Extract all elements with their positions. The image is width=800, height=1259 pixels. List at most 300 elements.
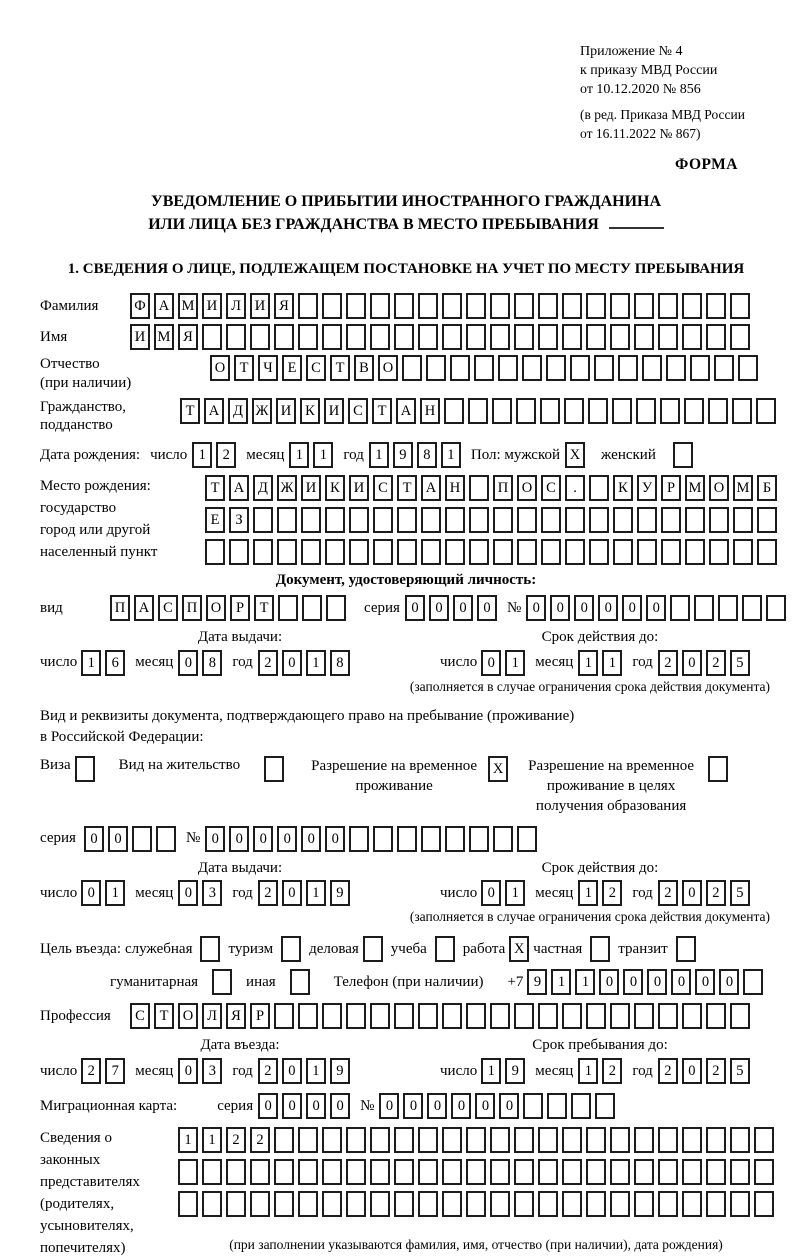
char-cell[interactable]: А bbox=[396, 398, 416, 424]
char-cell[interactable]: 1 bbox=[602, 650, 622, 676]
char-cell[interactable]: . bbox=[565, 475, 585, 501]
char-cell[interactable] bbox=[298, 1191, 318, 1217]
char-cell[interactable] bbox=[670, 595, 690, 621]
char-cell[interactable] bbox=[682, 293, 702, 319]
char-cell[interactable] bbox=[298, 1127, 318, 1153]
char-cell[interactable] bbox=[562, 293, 582, 319]
char-cell[interactable] bbox=[250, 1191, 270, 1217]
residence-permit-checkbox[interactable] bbox=[264, 756, 284, 782]
char-cell[interactable] bbox=[493, 507, 513, 533]
char-cell[interactable]: 0 bbox=[84, 826, 104, 852]
char-cell[interactable] bbox=[562, 1191, 582, 1217]
char-cell[interactable]: П bbox=[182, 595, 202, 621]
char-cell[interactable] bbox=[253, 507, 273, 533]
char-cell[interactable] bbox=[612, 398, 632, 424]
char-cell[interactable]: 2 bbox=[658, 650, 678, 676]
char-cell[interactable] bbox=[610, 1127, 630, 1153]
char-cell[interactable]: 0 bbox=[403, 1093, 423, 1119]
char-cell[interactable]: X bbox=[488, 756, 508, 782]
char-cell[interactable] bbox=[642, 355, 662, 381]
char-cell[interactable] bbox=[538, 324, 558, 350]
char-cell[interactable] bbox=[517, 826, 537, 852]
char-cell[interactable]: 9 bbox=[330, 1058, 350, 1084]
purpose-study-checkbox[interactable] bbox=[435, 936, 455, 962]
char-cell[interactable]: 2 bbox=[706, 1058, 726, 1084]
char-cell[interactable] bbox=[658, 1127, 678, 1153]
char-cell[interactable] bbox=[658, 293, 678, 319]
char-cell[interactable]: 0 bbox=[379, 1093, 399, 1119]
char-cell[interactable]: 0 bbox=[646, 595, 666, 621]
char-cell[interactable] bbox=[442, 293, 462, 319]
char-cell[interactable] bbox=[538, 1003, 558, 1029]
char-cell[interactable]: 0 bbox=[499, 1093, 519, 1119]
char-cell[interactable] bbox=[682, 1127, 702, 1153]
purpose-tourism-checkbox[interactable] bbox=[281, 936, 301, 962]
purpose-transit-checkbox[interactable] bbox=[676, 936, 696, 962]
temp-residence-edu-checkbox[interactable] bbox=[708, 756, 728, 782]
char-cell[interactable] bbox=[562, 1003, 582, 1029]
char-cell[interactable]: Я bbox=[178, 324, 198, 350]
char-cell[interactable] bbox=[709, 539, 729, 565]
char-cell[interactable]: А bbox=[229, 475, 249, 501]
char-cell[interactable]: 0 bbox=[623, 969, 643, 995]
char-cell[interactable]: 1 bbox=[578, 1058, 598, 1084]
char-cell[interactable] bbox=[442, 1191, 462, 1217]
char-cell[interactable]: С bbox=[158, 595, 178, 621]
char-cell[interactable]: Ф bbox=[130, 293, 150, 319]
char-cell[interactable] bbox=[370, 1003, 390, 1029]
char-cell[interactable]: 3 bbox=[202, 880, 222, 906]
char-cell[interactable] bbox=[349, 539, 369, 565]
char-cell[interactable] bbox=[562, 324, 582, 350]
char-cell[interactable] bbox=[302, 595, 322, 621]
char-cell[interactable]: 0 bbox=[599, 969, 619, 995]
char-cell[interactable] bbox=[442, 1003, 462, 1029]
char-cell[interactable] bbox=[298, 324, 318, 350]
char-cell[interactable] bbox=[274, 1127, 294, 1153]
char-cell[interactable]: 0 bbox=[229, 826, 249, 852]
char-cell[interactable]: 0 bbox=[178, 650, 198, 676]
char-cell[interactable] bbox=[250, 324, 270, 350]
char-cell[interactable]: 2 bbox=[658, 880, 678, 906]
char-cell[interactable] bbox=[690, 355, 710, 381]
char-cell[interactable] bbox=[346, 1003, 366, 1029]
char-cell[interactable] bbox=[586, 293, 606, 319]
char-cell[interactable]: И bbox=[301, 475, 321, 501]
char-cell[interactable] bbox=[469, 539, 489, 565]
char-cell[interactable]: П bbox=[493, 475, 513, 501]
char-cell[interactable]: 1 bbox=[369, 442, 389, 468]
char-cell[interactable] bbox=[706, 1003, 726, 1029]
char-cell[interactable]: 2 bbox=[658, 1058, 678, 1084]
char-cell[interactable] bbox=[730, 324, 750, 350]
char-cell[interactable]: 0 bbox=[719, 969, 739, 995]
char-cell[interactable]: Т bbox=[397, 475, 417, 501]
char-cell[interactable] bbox=[493, 539, 513, 565]
char-cell[interactable] bbox=[733, 539, 753, 565]
char-cell[interactable]: 1 bbox=[105, 880, 125, 906]
char-cell[interactable] bbox=[637, 539, 657, 565]
char-cell[interactable] bbox=[706, 1191, 726, 1217]
char-cell[interactable]: 9 bbox=[527, 969, 547, 995]
char-cell[interactable]: И bbox=[349, 475, 369, 501]
char-cell[interactable]: 0 bbox=[598, 595, 618, 621]
char-cell[interactable]: 2 bbox=[81, 1058, 101, 1084]
char-cell[interactable]: 1 bbox=[81, 650, 101, 676]
char-cell[interactable] bbox=[538, 1127, 558, 1153]
char-cell[interactable]: 1 bbox=[306, 1058, 326, 1084]
char-cell[interactable]: 2 bbox=[258, 1058, 278, 1084]
char-cell[interactable] bbox=[346, 324, 366, 350]
char-cell[interactable] bbox=[445, 826, 465, 852]
char-cell[interactable] bbox=[708, 756, 728, 782]
char-cell[interactable] bbox=[421, 507, 441, 533]
char-cell[interactable]: У bbox=[637, 475, 657, 501]
char-cell[interactable]: 0 bbox=[682, 650, 702, 676]
char-cell[interactable]: 0 bbox=[526, 595, 546, 621]
char-cell[interactable] bbox=[202, 1191, 222, 1217]
char-cell[interactable] bbox=[589, 507, 609, 533]
char-cell[interactable]: 2 bbox=[706, 880, 726, 906]
char-cell[interactable] bbox=[322, 293, 342, 319]
char-cell[interactable] bbox=[682, 1003, 702, 1029]
char-cell[interactable] bbox=[226, 324, 246, 350]
char-cell[interactable] bbox=[298, 1003, 318, 1029]
char-cell[interactable] bbox=[373, 826, 393, 852]
char-cell[interactable]: 0 bbox=[301, 826, 321, 852]
char-cell[interactable] bbox=[757, 539, 777, 565]
char-cell[interactable] bbox=[684, 398, 704, 424]
char-cell[interactable] bbox=[277, 539, 297, 565]
purpose-humanitarian-checkbox[interactable] bbox=[212, 969, 232, 995]
char-cell[interactable] bbox=[586, 1127, 606, 1153]
char-cell[interactable]: 2 bbox=[216, 442, 236, 468]
char-cell[interactable]: Ч bbox=[258, 355, 278, 381]
char-cell[interactable] bbox=[442, 324, 462, 350]
char-cell[interactable] bbox=[346, 1191, 366, 1217]
char-cell[interactable] bbox=[397, 539, 417, 565]
char-cell[interactable]: 1 bbox=[289, 442, 309, 468]
char-cell[interactable]: 0 bbox=[429, 595, 449, 621]
char-cell[interactable]: А bbox=[154, 293, 174, 319]
char-cell[interactable] bbox=[402, 355, 422, 381]
char-cell[interactable] bbox=[661, 507, 681, 533]
char-cell[interactable]: Т bbox=[372, 398, 392, 424]
char-cell[interactable] bbox=[742, 595, 762, 621]
char-cell[interactable]: З bbox=[229, 507, 249, 533]
char-cell[interactable] bbox=[253, 539, 273, 565]
char-cell[interactable] bbox=[514, 1003, 534, 1029]
char-cell[interactable] bbox=[732, 398, 752, 424]
char-cell[interactable]: Ж bbox=[252, 398, 272, 424]
char-cell[interactable]: Т bbox=[330, 355, 350, 381]
char-cell[interactable]: И bbox=[250, 293, 270, 319]
char-cell[interactable] bbox=[682, 1191, 702, 1217]
char-cell[interactable]: 0 bbox=[647, 969, 667, 995]
char-cell[interactable]: 1 bbox=[505, 880, 525, 906]
char-cell[interactable]: 1 bbox=[192, 442, 212, 468]
char-cell[interactable]: 1 bbox=[313, 442, 333, 468]
char-cell[interactable]: С bbox=[348, 398, 368, 424]
char-cell[interactable] bbox=[610, 1003, 630, 1029]
char-cell[interactable]: О bbox=[709, 475, 729, 501]
char-cell[interactable] bbox=[666, 355, 686, 381]
char-cell[interactable] bbox=[281, 936, 301, 962]
char-cell[interactable]: М bbox=[733, 475, 753, 501]
char-cell[interactable] bbox=[730, 1003, 750, 1029]
char-cell[interactable] bbox=[538, 293, 558, 319]
char-cell[interactable] bbox=[733, 507, 753, 533]
char-cell[interactable]: 2 bbox=[250, 1127, 270, 1153]
char-cell[interactable]: 5 bbox=[730, 880, 750, 906]
char-cell[interactable]: 0 bbox=[306, 1093, 326, 1119]
char-cell[interactable] bbox=[523, 1093, 543, 1119]
char-cell[interactable]: С bbox=[130, 1003, 150, 1029]
char-cell[interactable]: Е bbox=[205, 507, 225, 533]
char-cell[interactable] bbox=[466, 1191, 486, 1217]
char-cell[interactable] bbox=[370, 1127, 390, 1153]
char-cell[interactable] bbox=[514, 1127, 534, 1153]
char-cell[interactable]: К bbox=[325, 475, 345, 501]
char-cell[interactable] bbox=[421, 826, 441, 852]
char-cell[interactable]: 1 bbox=[306, 880, 326, 906]
char-cell[interactable] bbox=[226, 1191, 246, 1217]
char-cell[interactable]: 9 bbox=[393, 442, 413, 468]
char-cell[interactable]: А bbox=[134, 595, 154, 621]
char-cell[interactable] bbox=[706, 324, 726, 350]
purpose-work-checkbox[interactable] bbox=[509, 936, 529, 962]
char-cell[interactable] bbox=[445, 539, 465, 565]
char-cell[interactable]: К bbox=[300, 398, 320, 424]
char-cell[interactable] bbox=[564, 398, 584, 424]
char-cell[interactable] bbox=[562, 1127, 582, 1153]
char-cell[interactable]: 1 bbox=[178, 1127, 198, 1153]
char-cell[interactable]: 0 bbox=[81, 880, 101, 906]
char-cell[interactable] bbox=[200, 936, 220, 962]
char-cell[interactable] bbox=[547, 1093, 567, 1119]
char-cell[interactable] bbox=[322, 1127, 342, 1153]
char-cell[interactable] bbox=[658, 1003, 678, 1029]
char-cell[interactable] bbox=[618, 355, 638, 381]
char-cell[interactable]: 0 bbox=[325, 826, 345, 852]
char-cell[interactable] bbox=[493, 826, 513, 852]
char-cell[interactable] bbox=[264, 756, 284, 782]
char-cell[interactable]: 0 bbox=[258, 1093, 278, 1119]
char-cell[interactable] bbox=[706, 1127, 726, 1153]
char-cell[interactable] bbox=[588, 398, 608, 424]
char-cell[interactable]: 1 bbox=[578, 650, 598, 676]
char-cell[interactable]: Б bbox=[757, 475, 777, 501]
char-cell[interactable]: 1 bbox=[441, 442, 461, 468]
char-cell[interactable]: Ж bbox=[277, 475, 297, 501]
char-cell[interactable] bbox=[490, 1191, 510, 1217]
char-cell[interactable]: И bbox=[130, 324, 150, 350]
char-cell[interactable] bbox=[516, 398, 536, 424]
char-cell[interactable]: 0 bbox=[622, 595, 642, 621]
char-cell[interactable] bbox=[394, 1191, 414, 1217]
char-cell[interactable]: 0 bbox=[253, 826, 273, 852]
char-cell[interactable] bbox=[730, 293, 750, 319]
char-cell[interactable]: 0 bbox=[405, 595, 425, 621]
char-cell[interactable]: О bbox=[206, 595, 226, 621]
char-cell[interactable]: 5 bbox=[730, 1058, 750, 1084]
purpose-private-checkbox[interactable] bbox=[590, 936, 610, 962]
char-cell[interactable]: 0 bbox=[178, 1058, 198, 1084]
char-cell[interactable]: А bbox=[204, 398, 224, 424]
char-cell[interactable]: О bbox=[178, 1003, 198, 1029]
char-cell[interactable] bbox=[658, 324, 678, 350]
temp-residence-checkbox[interactable] bbox=[488, 756, 508, 782]
char-cell[interactable]: Д bbox=[228, 398, 248, 424]
char-cell[interactable]: 0 bbox=[481, 880, 501, 906]
char-cell[interactable]: 9 bbox=[505, 1058, 525, 1084]
char-cell[interactable] bbox=[589, 475, 609, 501]
char-cell[interactable] bbox=[730, 1191, 750, 1217]
char-cell[interactable] bbox=[634, 1127, 654, 1153]
char-cell[interactable]: 0 bbox=[682, 880, 702, 906]
char-cell[interactable] bbox=[325, 539, 345, 565]
char-cell[interactable] bbox=[490, 1003, 510, 1029]
char-cell[interactable]: 0 bbox=[550, 595, 570, 621]
char-cell[interactable] bbox=[274, 324, 294, 350]
char-cell[interactable]: X bbox=[509, 936, 529, 962]
char-cell[interactable] bbox=[322, 1003, 342, 1029]
char-cell[interactable] bbox=[586, 1191, 606, 1217]
char-cell[interactable] bbox=[469, 507, 489, 533]
char-cell[interactable] bbox=[370, 293, 390, 319]
char-cell[interactable] bbox=[634, 1191, 654, 1217]
char-cell[interactable]: 0 bbox=[108, 826, 128, 852]
char-cell[interactable] bbox=[349, 507, 369, 533]
char-cell[interactable] bbox=[613, 507, 633, 533]
char-cell[interactable]: 6 bbox=[105, 650, 125, 676]
char-cell[interactable] bbox=[682, 324, 702, 350]
char-cell[interactable] bbox=[610, 293, 630, 319]
char-cell[interactable]: Т bbox=[234, 355, 254, 381]
char-cell[interactable]: Р bbox=[230, 595, 250, 621]
char-cell[interactable] bbox=[418, 293, 438, 319]
char-cell[interactable]: О bbox=[378, 355, 398, 381]
char-cell[interactable] bbox=[514, 324, 534, 350]
char-cell[interactable]: 0 bbox=[477, 595, 497, 621]
char-cell[interactable] bbox=[743, 969, 763, 995]
char-cell[interactable]: 2 bbox=[706, 650, 726, 676]
char-cell[interactable] bbox=[426, 355, 446, 381]
char-cell[interactable] bbox=[75, 756, 95, 782]
char-cell[interactable] bbox=[397, 826, 417, 852]
char-cell[interactable] bbox=[212, 969, 232, 995]
char-cell[interactable] bbox=[571, 1093, 591, 1119]
char-cell[interactable] bbox=[274, 1191, 294, 1217]
char-cell[interactable] bbox=[466, 1003, 486, 1029]
char-cell[interactable] bbox=[421, 539, 441, 565]
char-cell[interactable]: 2 bbox=[226, 1127, 246, 1153]
char-cell[interactable] bbox=[445, 507, 465, 533]
sex-female-checkbox[interactable] bbox=[673, 442, 693, 468]
char-cell[interactable]: О bbox=[517, 475, 537, 501]
char-cell[interactable]: 0 bbox=[277, 826, 297, 852]
char-cell[interactable]: П bbox=[110, 595, 130, 621]
char-cell[interactable]: 3 bbox=[202, 1058, 222, 1084]
char-cell[interactable]: 0 bbox=[205, 826, 225, 852]
char-cell[interactable] bbox=[469, 826, 489, 852]
char-cell[interactable]: Я bbox=[226, 1003, 246, 1029]
char-cell[interactable] bbox=[676, 936, 696, 962]
char-cell[interactable] bbox=[714, 355, 734, 381]
char-cell[interactable] bbox=[766, 595, 786, 621]
char-cell[interactable] bbox=[565, 507, 585, 533]
char-cell[interactable] bbox=[685, 539, 705, 565]
char-cell[interactable]: 0 bbox=[574, 595, 594, 621]
char-cell[interactable] bbox=[730, 1127, 750, 1153]
visa-checkbox[interactable] bbox=[75, 756, 95, 782]
char-cell[interactable] bbox=[466, 293, 486, 319]
char-cell[interactable] bbox=[394, 1127, 414, 1153]
purpose-business-checkbox[interactable] bbox=[363, 936, 383, 962]
char-cell[interactable] bbox=[757, 507, 777, 533]
char-cell[interactable] bbox=[590, 936, 610, 962]
char-cell[interactable] bbox=[756, 398, 776, 424]
char-cell[interactable]: 8 bbox=[417, 442, 437, 468]
char-cell[interactable] bbox=[349, 826, 369, 852]
char-cell[interactable] bbox=[709, 507, 729, 533]
char-cell[interactable]: К bbox=[613, 475, 633, 501]
char-cell[interactable]: Т bbox=[254, 595, 274, 621]
char-cell[interactable] bbox=[394, 324, 414, 350]
char-cell[interactable]: 7 bbox=[105, 1058, 125, 1084]
char-cell[interactable]: 0 bbox=[451, 1093, 471, 1119]
char-cell[interactable]: Е bbox=[282, 355, 302, 381]
char-cell[interactable] bbox=[468, 398, 488, 424]
char-cell[interactable] bbox=[394, 293, 414, 319]
char-cell[interactable]: 0 bbox=[330, 1093, 350, 1119]
char-cell[interactable] bbox=[442, 1127, 462, 1153]
char-cell[interactable]: Л bbox=[202, 1003, 222, 1029]
char-cell[interactable] bbox=[541, 539, 561, 565]
char-cell[interactable] bbox=[514, 1191, 534, 1217]
char-cell[interactable] bbox=[586, 1003, 606, 1029]
char-cell[interactable] bbox=[594, 355, 614, 381]
char-cell[interactable]: Л bbox=[226, 293, 246, 319]
char-cell[interactable] bbox=[490, 293, 510, 319]
char-cell[interactable] bbox=[363, 936, 383, 962]
char-cell[interactable] bbox=[660, 398, 680, 424]
char-cell[interactable] bbox=[570, 355, 590, 381]
char-cell[interactable]: 1 bbox=[575, 969, 595, 995]
char-cell[interactable] bbox=[522, 355, 542, 381]
char-cell[interactable]: 1 bbox=[578, 880, 598, 906]
char-cell[interactable] bbox=[517, 539, 537, 565]
char-cell[interactable]: 1 bbox=[306, 650, 326, 676]
char-cell[interactable]: X bbox=[565, 442, 585, 468]
char-cell[interactable]: 1 bbox=[481, 1058, 501, 1084]
char-cell[interactable] bbox=[538, 1191, 558, 1217]
char-cell[interactable]: 0 bbox=[453, 595, 473, 621]
char-cell[interactable] bbox=[301, 507, 321, 533]
char-cell[interactable] bbox=[346, 1127, 366, 1153]
char-cell[interactable] bbox=[418, 324, 438, 350]
char-cell[interactable] bbox=[610, 1191, 630, 1217]
char-cell[interactable] bbox=[370, 324, 390, 350]
char-cell[interactable]: Т bbox=[154, 1003, 174, 1029]
char-cell[interactable] bbox=[685, 507, 705, 533]
char-cell[interactable]: О bbox=[210, 355, 230, 381]
char-cell[interactable]: 0 bbox=[475, 1093, 495, 1119]
char-cell[interactable]: С bbox=[373, 475, 393, 501]
char-cell[interactable]: В bbox=[354, 355, 374, 381]
char-cell[interactable]: 0 bbox=[427, 1093, 447, 1119]
char-cell[interactable]: С bbox=[541, 475, 561, 501]
